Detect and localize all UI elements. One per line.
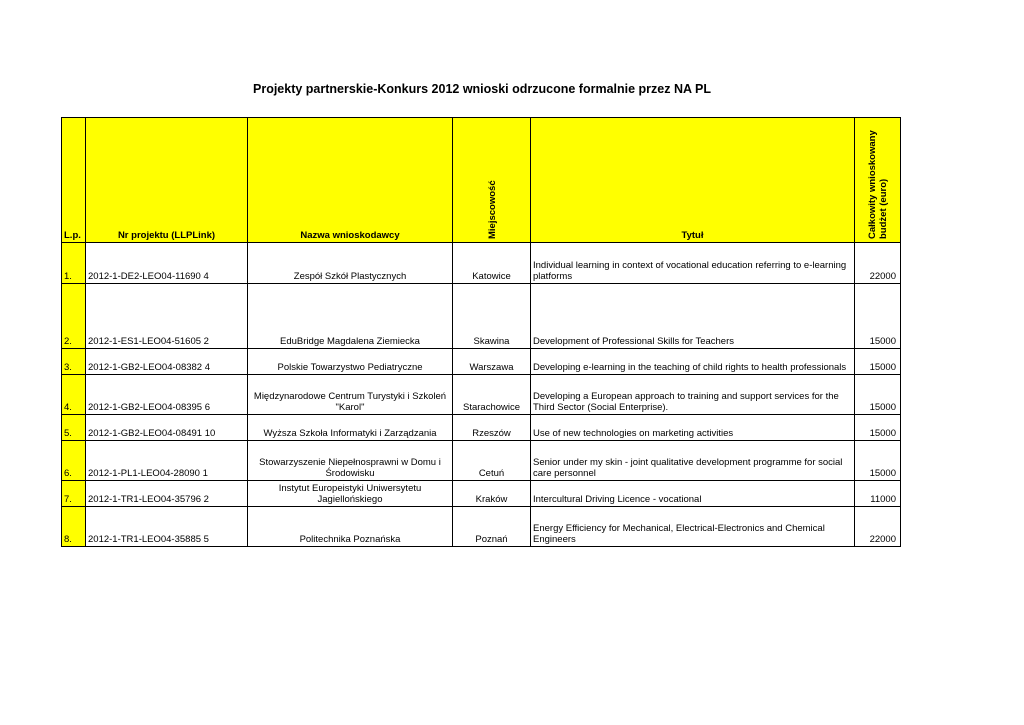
row-lp: 7. [62,481,86,507]
row-city: Rzeszów [453,415,531,441]
row-city: Starachowice [453,375,531,415]
row-title: Energy Efficiency for Mechanical, Electrical-Electronics and Chemical Engineers [531,507,855,547]
row-applicant: Instytut Europeistyki Uniwersytetu Jagiellońskiego [248,481,453,507]
table-row [62,507,901,547]
row-lp: 1. [62,243,86,284]
header-applicant: Nazwa wnioskodawcy [248,118,453,243]
header-budget-line2: budżet (euro) [877,178,889,239]
header-city [453,118,531,243]
row-project-number: 2012-1-DE2-LEO04-11690 4 [86,243,248,284]
row-title: Senior under my skin - joint qualitative development programme for social care personnel [531,441,855,481]
row-budget: 15000 [855,415,901,441]
row-applicant: Polskie Towarzystwo Pediatryczne [248,349,453,375]
row-budget: 15000 [855,284,901,349]
row-applicant: Zespół Szkół Plastycznych [248,243,453,284]
row-budget: 15000 [855,349,901,375]
row-applicant: Stowarzyszenie Niepełnosprawni w Domu i Środowisku [248,441,453,481]
row-budget: 11000 [855,481,901,507]
row-city: Kraków [453,481,531,507]
row-applicant: Wyższa Szkoła Informatyki i Zarządzania [248,415,453,441]
row-applicant: Międzynarodowe Centrum Turystyki i Szkoleń "Karol" [248,375,453,415]
row-title: Use of new technologies on marketing activities [531,415,855,441]
row-city: Poznań [453,507,531,547]
row-budget: 15000 [855,375,901,415]
row-lp: 5. [62,415,86,441]
table-row [62,415,901,441]
row-project-number: 2012-1-GB2-LEO04-08382 4 [86,349,248,375]
table-row [62,349,901,375]
table-row [62,375,901,415]
header-budget-line1: Całkowity wnioskowany [866,130,878,239]
row-applicant: EduBridge Magdalena Ziemiecka [248,284,453,349]
table-row [62,481,901,507]
header-title: Tytuł [531,118,855,243]
row-city: Warszawa [453,349,531,375]
row-lp: 6. [62,441,86,481]
table-header-row [62,118,901,243]
header-project-number: Nr projektu (LLPLink) [86,118,248,243]
row-lp: 8. [62,507,86,547]
row-project-number: 2012-1-TR1-LEO04-35796 2 [86,481,248,507]
header-budget [855,118,901,243]
header-lp: L.p. [62,118,86,243]
row-project-number: 2012-1-PL1-LEO04-28090 1 [86,441,248,481]
row-city: Skawina [453,284,531,349]
row-project-number: 2012-1-ES1-LEO04-51605 2 [86,284,248,349]
row-budget: 22000 [855,243,901,284]
row-lp: 4. [62,375,86,415]
row-budget: 22000 [855,507,901,547]
row-budget: 15000 [855,441,901,481]
header-city-label: Miejscowość [486,180,498,239]
row-project-number: 2012-1-GB2-LEO04-08491 10 [86,415,248,441]
projects-table [61,117,901,547]
row-lp: 2. [62,284,86,349]
header-budget-label [867,130,889,239]
row-title: Developing e-learning in the teaching of child rights to health professionals [531,349,855,375]
row-title: Developing a European approach to training and support services for the Third Sector (Social Enterprise). [531,375,855,415]
row-lp: 3. [62,349,86,375]
table-row [62,284,901,349]
row-project-number: 2012-1-TR1-LEO04-35885 5 [86,507,248,547]
table-row [62,243,901,284]
row-applicant: Politechnika Poznańska [248,507,453,547]
row-city: Katowice [453,243,531,284]
table-row [62,441,901,481]
row-title: Intercultural Driving Licence - vocational [531,481,855,507]
row-title: Individual learning in context of vocational education referring to e-learning platforms [531,243,855,284]
row-title: Development of Professional Skills for Teachers [531,284,855,349]
row-city: Cetuń [453,441,531,481]
page-title: Projekty partnerskie-Konkurs 2012 wnioski odrzucone formalnie przez NA PL [253,82,711,96]
row-project-number: 2012-1-GB2-LEO04-08395 6 [86,375,248,415]
